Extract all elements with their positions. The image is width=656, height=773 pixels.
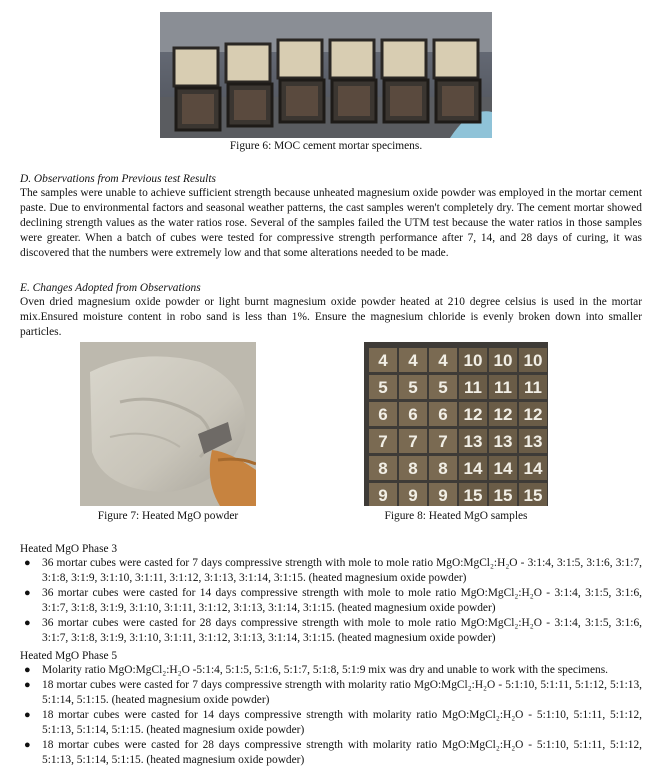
figure-6-caption: Figure 6: MOC cement mortar specimens. bbox=[229, 140, 423, 152]
bullet-icon: ● bbox=[24, 739, 31, 751]
cube-label: 5 bbox=[378, 378, 388, 397]
cube-label: 14 bbox=[463, 459, 483, 478]
cube-label: 12 bbox=[523, 405, 543, 424]
list-item-text: 18 mortar cubes were casted for 28 days compressive strength with molarity ratio MgO:MgCl₂:H₂O - 5:1:10, 5:1:11, 5:1:12, 5:1:13, 5:1:14, 5:1:15. (heated magnesium oxide powder) bbox=[42, 739, 642, 766]
list-item bbox=[20, 738, 642, 768]
cube-label: 13 bbox=[493, 432, 513, 451]
cube-label: 13 bbox=[463, 432, 483, 451]
cube-label: 9 bbox=[408, 486, 418, 505]
cube-label: 7 bbox=[378, 432, 388, 451]
cube-label: 10 bbox=[523, 351, 543, 370]
cube-label: 14 bbox=[523, 459, 543, 478]
section-e-body: Oven dried magnesium oxide powder or light burnt magnesium oxide powder heated at 210 degree celsius is used in the mortar mix.Ensured moisture content in robo sand is less than 1%. Ensure the magnesium chloride is evenly broken down into smaller particles. bbox=[20, 296, 642, 338]
cube-label: 12 bbox=[463, 405, 483, 424]
bullet-icon: ● bbox=[24, 709, 31, 721]
list-item-text: 36 mortar cubes were casted for 14 days compressive strength with mole to mole ratio MgO:MgCl₂:H₂O - 3:1:4, 3:1:5, 3:1:6, 3:1:7, 3:1:8, 3:1:9, 3:1:10, 3:1:11, 3:1:12, 3:1:13, 3:1:14, 3:1:15. (heated magnesium oxide powder) bbox=[42, 587, 642, 614]
bullet-icon: ● bbox=[24, 557, 31, 569]
cube-label: 5 bbox=[408, 378, 418, 397]
bullet-icon: ● bbox=[24, 587, 31, 599]
cube-label: 11 bbox=[464, 378, 482, 397]
figure-7-photo bbox=[80, 342, 256, 506]
list-item-text: 36 mortar cubes were casted for 7 days compressive strength with mole to mole ratio MgO:MgCl₂:H₂O - 3:1:4, 3:1:5, 3:1:6, 3:1:7, 3:1:8, 3:1:9, 3:1:10, 3:1:11, 3:1:12, 3:1:13, 3:1:14, 3:1:15. (heated magnesium oxide powder) bbox=[42, 557, 642, 584]
cube-label: 8 bbox=[438, 459, 448, 478]
list-item-text: 18 mortar cubes were casted for 14 days compressive strength with molarity ratio MgO:MgCl₂:H₂O - 5:1:10, 5:1:11, 5:1:12, 5:1:13, 5:1:14, 5:1:15. (heated magnesium oxide powder) bbox=[42, 709, 642, 736]
cube-label: 15 bbox=[463, 486, 483, 505]
list-item bbox=[20, 586, 642, 616]
cube-label: 9 bbox=[378, 486, 388, 505]
cube-label: 4 bbox=[378, 351, 388, 370]
cube-label: 12 bbox=[493, 405, 513, 424]
cube-label: 8 bbox=[408, 459, 418, 478]
cube-label: 4 bbox=[408, 351, 418, 370]
figure-6-photo bbox=[160, 12, 492, 138]
list-item bbox=[20, 663, 642, 678]
list-item-text: 36 mortar cubes were casted for 28 days compressive strength with mole to mole ratio MgO:MgCl₂:H₂O - 3:1:4, 3:1:5, 3:1:6, 3:1:7, 3:1:8, 3:1:9, 3:1:10, 3:1:11, 3:1:12, 3:1:13, 3:1:14, 3:1:15. (heated magnesium oxide powder) bbox=[42, 617, 642, 644]
list-item bbox=[20, 678, 642, 708]
cube-label: 6 bbox=[378, 405, 388, 424]
section-e-heading: E. Changes Adopted from Observations bbox=[20, 282, 201, 294]
cube-label: 15 bbox=[493, 486, 513, 505]
cube-label: 8 bbox=[378, 459, 388, 478]
cube-label: 7 bbox=[408, 432, 418, 451]
cube-label: 10 bbox=[463, 351, 483, 370]
list-item-text: 18 mortar cubes were casted for 7 days compressive strength with molarity ratio MgO:MgCl₂:H₂O - 5:1:10, 5:1:11, 5:1:12, 5:1:13, 5:1:14, 5:1:15. (heated magnesium oxide powder) bbox=[42, 679, 642, 706]
figure-8-photo bbox=[364, 342, 548, 506]
bullet-icon: ● bbox=[24, 617, 31, 629]
cube-label: 15 bbox=[523, 486, 543, 505]
cube-label: 10 bbox=[493, 351, 513, 370]
list-item bbox=[20, 556, 642, 586]
section-d-heading: D. Observations from Previous test Results bbox=[20, 173, 216, 185]
cube-label: 6 bbox=[408, 405, 418, 424]
bullet-icon: ● bbox=[24, 664, 31, 676]
list-item-text: Molarity ratio MgO:MgCl₂:H₂O -5:1:4, 5:1:5, 5:1:6, 5:1:7, 5:1:8, 5:1:9 mix was dry and unable to work with the specimens. bbox=[42, 664, 609, 676]
cube-label: 7 bbox=[438, 432, 448, 451]
cube-label: 5 bbox=[438, 378, 448, 397]
figure-7-caption: Figure 7: Heated MgO powder bbox=[97, 510, 239, 522]
cube-label: 6 bbox=[438, 405, 448, 424]
phase-3-title: Heated MgO Phase 3 bbox=[20, 543, 118, 555]
phase-3-list bbox=[20, 556, 642, 646]
cube-label: 4 bbox=[438, 351, 448, 370]
cube-label: 13 bbox=[523, 432, 543, 451]
cube-label: 14 bbox=[493, 459, 513, 478]
phase-5-title: Heated MgO Phase 5 bbox=[20, 650, 118, 662]
cube-label: 11 bbox=[524, 378, 542, 397]
list-item bbox=[20, 616, 642, 646]
cube-label: 11 bbox=[494, 378, 512, 397]
figure-8-caption: Figure 8: Heated MgO samples bbox=[384, 510, 528, 522]
cube-label: 9 bbox=[438, 486, 448, 505]
bullet-icon: ● bbox=[24, 679, 31, 691]
section-d-body: The samples were unable to achieve sufficient strength because unheated magnesium oxide powder was employed in the mortar cement paste. Due to environmental factors and seasonal weather patterns, the cast samples weren't completely dry. The cement mortar showed declining strength values as the water ratios rose. Several of the samples failed the UTM test because the water ratios in those samples were greater. When a batch of cubes were tested for compressive strength performance after 7, 14, and 28 days of curing, it was discovered that the numbers were extremely low and that some alterations needed to be made. bbox=[20, 187, 642, 259]
list-item bbox=[20, 708, 642, 738]
phase-5-list bbox=[20, 663, 642, 768]
